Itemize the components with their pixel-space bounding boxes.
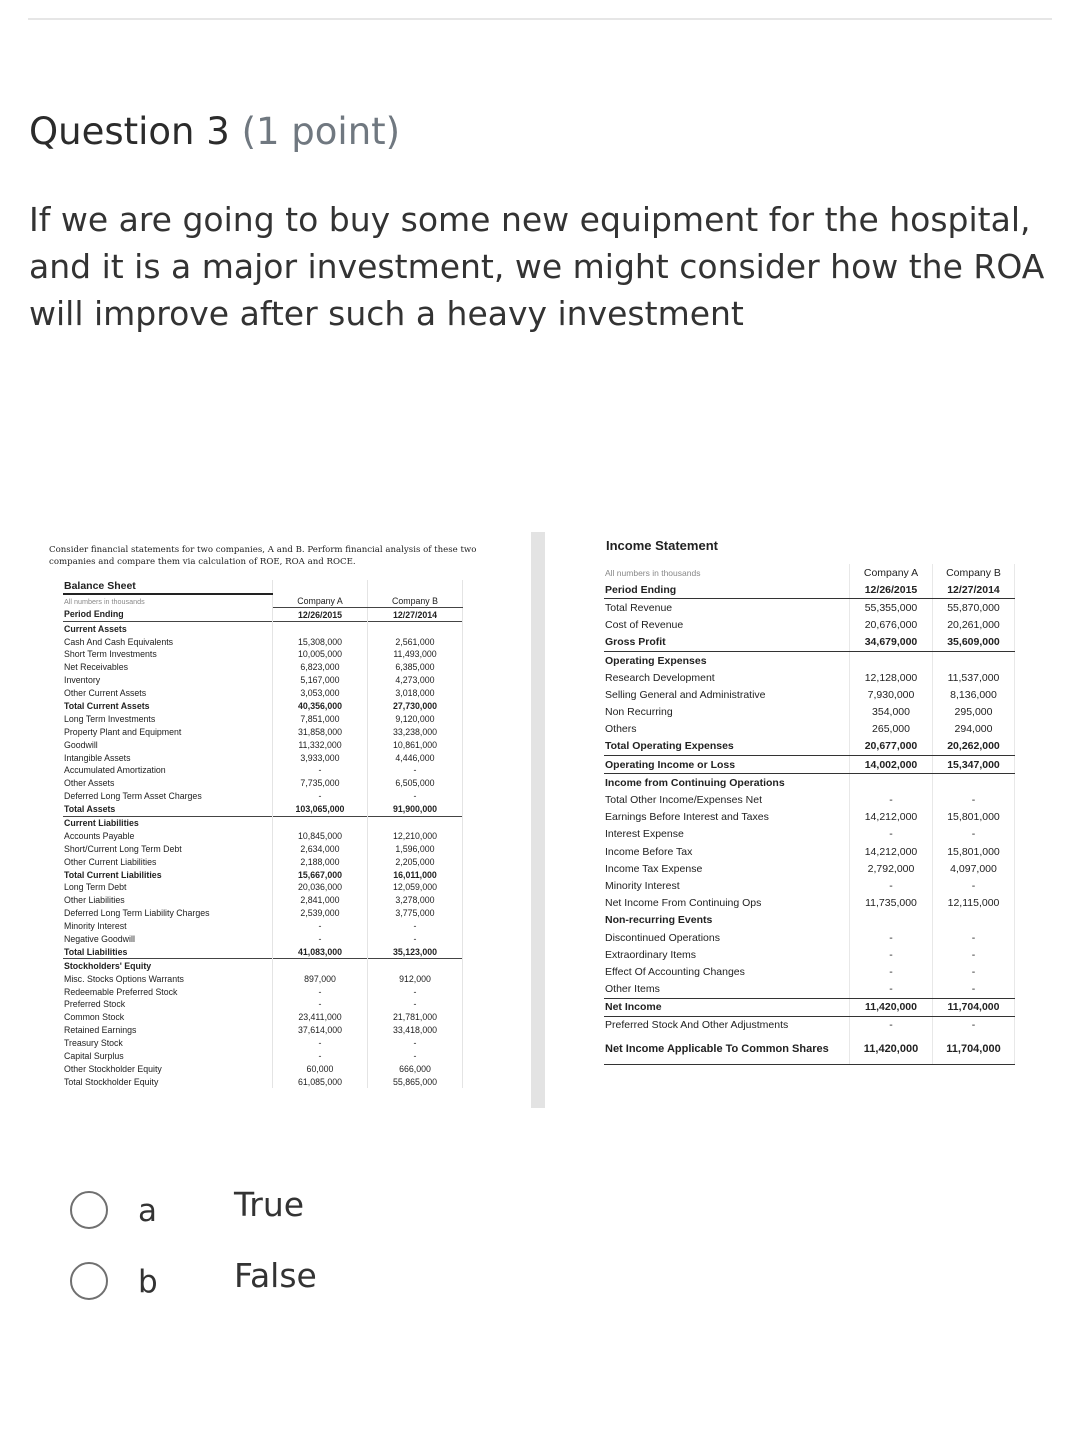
balance-sheet-label: Other Assets — [63, 777, 273, 790]
income-statement-label: Research Development — [604, 669, 850, 686]
balance-sheet-label: Misc. Stocks Options Warrants — [63, 972, 273, 985]
balance-sheet-label: Capital Surplus — [63, 1050, 273, 1063]
income-statement-label: Net Income From Continuing Ops — [604, 895, 850, 912]
balance-sheet-label: Other Current Assets — [63, 687, 273, 700]
balance-sheet-company-a: 40,356,000 — [273, 700, 368, 713]
balance-sheet-label: Minority Interest — [63, 920, 273, 933]
balance-sheet-company-b: 12,210,000 — [368, 829, 463, 842]
balance-sheet-company-b: 6,505,000 — [368, 777, 463, 790]
balance-sheet-company-a: 10,845,000 — [273, 829, 368, 842]
income-statement-label: Preferred Stock And Other Adjustments — [604, 1016, 850, 1034]
income-statement-company-a: 11,420,000 — [850, 998, 933, 1016]
income-statement-label: Net Income — [604, 998, 850, 1016]
option-a[interactable] — [70, 1185, 470, 1233]
balance-sheet-company-b: - — [368, 790, 463, 803]
income-statement-company-b: - — [933, 929, 1015, 946]
income-statement-row — [604, 774, 1015, 792]
income-statement-label: Interest Expense — [604, 826, 850, 843]
income-statement-label: Period Ending — [604, 581, 850, 599]
income-statement-company-b — [933, 651, 1015, 669]
balance-sheet-label: Accumulated Amortization — [63, 764, 273, 777]
income-statement-company-b: - — [933, 946, 1015, 963]
balance-sheet-col-b: Company B — [368, 594, 463, 608]
income-statement-company-a: 12/26/2015 — [850, 581, 933, 599]
balance-sheet-label: Current Assets — [63, 622, 273, 635]
balance-sheet-label: Long Term Debt — [63, 881, 273, 894]
income-statement-company-b: 55,870,000 — [933, 599, 1015, 617]
balance-sheet-company-b: - — [368, 764, 463, 777]
income-statement-label: Effect Of Accounting Changes — [604, 963, 850, 980]
balance-sheet-label: Negative Goodwill — [63, 933, 273, 946]
income-statement-company-a: 11,420,000 — [850, 1034, 933, 1065]
balance-sheet-company-a: - — [273, 1037, 368, 1050]
balance-sheet-row — [63, 1037, 463, 1050]
balance-sheet-row — [63, 622, 463, 635]
balance-sheet-row — [63, 894, 463, 907]
balance-sheet-row — [63, 1050, 463, 1063]
balance-sheet-company-b: 6,385,000 — [368, 661, 463, 674]
balance-sheet-table — [63, 580, 463, 1088]
income-statement-company-a: 20,676,000 — [850, 617, 933, 634]
balance-sheet-label: Other Current Liabilities — [63, 855, 273, 868]
balance-sheet-company-b — [368, 816, 463, 829]
balance-sheet-row — [63, 829, 463, 842]
balance-sheet-label: Property Plant and Equipment — [63, 725, 273, 738]
balance-sheet-row — [63, 1062, 463, 1075]
balance-sheet-label: Preferred Stock — [63, 998, 273, 1011]
income-statement-label: Non Recurring — [604, 704, 850, 721]
balance-sheet-company-b: 1,596,000 — [368, 842, 463, 855]
balance-sheet-label: Other Stockholder Equity — [63, 1062, 273, 1075]
balance-sheet-company-a: - — [273, 933, 368, 946]
income-statement-row — [604, 809, 1015, 826]
balance-sheet-company-a: - — [273, 998, 368, 1011]
balance-sheet-company-b: 3,018,000 — [368, 687, 463, 700]
financial-statements-image — [40, 528, 1020, 1108]
balance-sheet-label: Intangible Assets — [63, 751, 273, 764]
balance-sheet-label: Cash And Cash Equivalents — [63, 635, 273, 648]
balance-sheet-company-a: 2,841,000 — [273, 894, 368, 907]
balance-sheet-row — [63, 1075, 463, 1088]
income-statement-company-a: 7,930,000 — [850, 686, 933, 703]
income-statement-company-b — [933, 774, 1015, 792]
income-statement-company-b: 12/27/2014 — [933, 581, 1015, 599]
balance-sheet-label: Other Liabilities — [63, 894, 273, 907]
income-statement-row — [604, 617, 1015, 634]
balance-sheet-company-a: 41,083,000 — [273, 945, 368, 958]
balance-sheet-row — [63, 777, 463, 790]
income-statement-row — [604, 669, 1015, 686]
balance-sheet-label: Long Term Investments — [63, 712, 273, 725]
balance-sheet-label: Deferred Long Term Asset Charges — [63, 790, 273, 803]
balance-sheet-company-b: - — [368, 998, 463, 1011]
balance-sheet-label: Total Assets — [63, 803, 273, 816]
question-title — [29, 110, 400, 153]
income-statement-company-a: 34,679,000 — [850, 634, 933, 652]
balance-sheet-row — [63, 868, 463, 881]
balance-sheet-company-b: 10,861,000 — [368, 738, 463, 751]
option-b[interactable] — [70, 1256, 470, 1304]
balance-sheet-row — [63, 945, 463, 958]
balance-sheet-company-a: 3,933,000 — [273, 751, 368, 764]
income-statement-row — [604, 963, 1015, 980]
balance-sheet-company-a: 897,000 — [273, 972, 368, 985]
income-statement-company-b: - — [933, 981, 1015, 999]
balance-sheet-row — [63, 842, 463, 855]
income-statement-company-b: 295,000 — [933, 704, 1015, 721]
balance-sheet-company-b: - — [368, 933, 463, 946]
balance-sheet-company-b: 35,123,000 — [368, 945, 463, 958]
income-statement-label: Total Revenue — [604, 599, 850, 617]
balance-sheet-company-b: 12/27/2014 — [368, 608, 463, 622]
income-statement-row — [604, 826, 1015, 843]
income-statement-company-b: 15,347,000 — [933, 756, 1015, 774]
income-statement-label: Minority Interest — [604, 877, 850, 894]
balance-sheet-company-b: 3,775,000 — [368, 907, 463, 920]
income-statement-company-a: 11,735,000 — [850, 895, 933, 912]
balance-sheet-company-b: 9,120,000 — [368, 712, 463, 725]
balance-sheet-heading-row — [63, 580, 463, 594]
balance-sheet-label: Deferred Long Term Liability Charges — [63, 907, 273, 920]
balance-sheet-label: Total Stockholder Equity — [63, 1075, 273, 1088]
income-statement-label: Operating Expenses — [604, 651, 850, 669]
income-statement-label: Others — [604, 721, 850, 738]
balance-sheet-company-b: 33,418,000 — [368, 1024, 463, 1037]
balance-sheet-company-a: 60,000 — [273, 1062, 368, 1075]
balance-sheet-company-a: 3,053,000 — [273, 687, 368, 700]
balance-sheet-company-b: 16,011,000 — [368, 868, 463, 881]
balance-sheet-company-a: 2,539,000 — [273, 907, 368, 920]
balance-sheet-company-a — [273, 959, 368, 972]
income-statement-company-a: - — [850, 826, 933, 843]
income-statement-row — [604, 721, 1015, 738]
balance-sheet-company-a: 15,667,000 — [273, 868, 368, 881]
income-statement-company-a: - — [850, 981, 933, 999]
balance-sheet-company-b: 91,900,000 — [368, 803, 463, 816]
income-statement-label: Selling General and Administrative — [604, 686, 850, 703]
income-statement-company-b: 20,261,000 — [933, 617, 1015, 634]
balance-sheet-company-a: 12/26/2015 — [273, 608, 368, 622]
balance-sheet-company-b: 55,865,000 — [368, 1075, 463, 1088]
balance-sheet-company-a: - — [273, 985, 368, 998]
income-statement-company-a: 14,002,000 — [850, 756, 933, 774]
income-statement-company-a: 2,792,000 — [850, 860, 933, 877]
income-statement-row — [604, 686, 1015, 703]
balance-sheet-company-b: - — [368, 920, 463, 933]
income-statement-company-b: 4,097,000 — [933, 860, 1015, 877]
balance-sheet-label: Redeemable Preferred Stock — [63, 985, 273, 998]
income-statement-company-a — [850, 912, 933, 929]
income-statement-label: Total Other Income/Expenses Net — [604, 791, 850, 808]
balance-sheet-row — [63, 725, 463, 738]
balance-sheet-company-b: 4,446,000 — [368, 751, 463, 764]
option-a-radio[interactable] — [70, 1191, 108, 1229]
question-points: (1 point) — [241, 110, 401, 153]
balance-sheet-label: Common Stock — [63, 1011, 273, 1024]
option-b-letter: b — [138, 1264, 158, 1300]
balance-sheet-company-b: 12,059,000 — [368, 881, 463, 894]
balance-sheet-row — [63, 764, 463, 777]
balance-sheet-company-a: 7,851,000 — [273, 712, 368, 725]
income-statement-company-a: 20,677,000 — [850, 738, 933, 756]
balance-sheet-row — [63, 985, 463, 998]
income-statement-company-b: 20,262,000 — [933, 738, 1015, 756]
balance-sheet-row — [63, 920, 463, 933]
balance-sheet-company-b: 27,730,000 — [368, 700, 463, 713]
top-divider — [28, 18, 1052, 20]
balance-sheet-row — [63, 635, 463, 648]
balance-sheet-company-a: 10,005,000 — [273, 648, 368, 661]
income-statement-row — [604, 704, 1015, 721]
income-statement-company-a: - — [850, 1016, 933, 1034]
balance-sheet-col-a: Company A — [273, 594, 368, 608]
income-statement-company-a — [850, 774, 933, 792]
balance-sheet-row — [63, 661, 463, 674]
income-statement-label: Extraordinary Items — [604, 946, 850, 963]
income-statement-label: Earnings Before Interest and Taxes — [604, 809, 850, 826]
income-statement-company-b: 294,000 — [933, 721, 1015, 738]
balance-sheet-row — [63, 972, 463, 985]
income-statement-columns-row — [604, 564, 1015, 581]
income-statement-col-b: Company B — [933, 564, 1015, 581]
balance-sheet-company-a: - — [273, 920, 368, 933]
option-b-label[interactable]: False — [234, 1256, 317, 1295]
balance-sheet-row — [63, 790, 463, 803]
balance-sheet-note: All numbers in thousands — [63, 594, 273, 608]
income-statement-label: Gross Profit — [604, 634, 850, 652]
balance-sheet-company-a: - — [273, 1050, 368, 1063]
balance-sheet-company-a: 2,188,000 — [273, 855, 368, 868]
income-statement-label: Income Tax Expense — [604, 860, 850, 877]
income-statement-row — [604, 912, 1015, 929]
balance-sheet-company-a: - — [273, 790, 368, 803]
balance-sheet-row — [63, 751, 463, 764]
balance-sheet-row — [63, 608, 463, 622]
balance-sheet-row — [63, 674, 463, 687]
balance-sheet-company-b: - — [368, 1037, 463, 1050]
income-statement-row — [604, 929, 1015, 946]
income-statement-company-b: 12,115,000 — [933, 895, 1015, 912]
balance-sheet-label: Inventory — [63, 674, 273, 687]
income-statement-company-b: 11,704,000 — [933, 1034, 1015, 1065]
income-statement-company-a: - — [850, 877, 933, 894]
balance-sheet-label: Current Liabilities — [63, 816, 273, 829]
balance-sheet-row — [63, 687, 463, 700]
income-statement-label: Income from Continuing Operations — [604, 774, 850, 792]
income-statement-row — [604, 1016, 1015, 1034]
income-statement-row — [604, 756, 1015, 774]
balance-sheet-label: Total Current Assets — [63, 700, 273, 713]
balance-sheet-company-a: 11,332,000 — [273, 738, 368, 751]
income-statement-company-b: 8,136,000 — [933, 686, 1015, 703]
balance-sheet-company-a: 37,614,000 — [273, 1024, 368, 1037]
balance-sheet-label: Retained Earnings — [63, 1024, 273, 1037]
option-b-radio[interactable] — [70, 1262, 108, 1300]
option-a-letter: a — [138, 1193, 157, 1229]
income-statement-label: Discontinued Operations — [604, 929, 850, 946]
income-statement-company-a: 354,000 — [850, 704, 933, 721]
income-statement-label: Operating Income or Loss — [604, 756, 850, 774]
balance-sheet-company-a: 2,634,000 — [273, 842, 368, 855]
income-statement-company-b: - — [933, 1016, 1015, 1034]
balance-sheet-row — [63, 700, 463, 713]
income-statement-row — [604, 581, 1015, 599]
income-statement-company-a: 14,212,000 — [850, 843, 933, 860]
income-statement-heading: Income Statement — [606, 538, 718, 553]
income-statement-company-b: - — [933, 963, 1015, 980]
balance-sheet-row — [63, 881, 463, 894]
balance-sheet-company-b: - — [368, 1050, 463, 1063]
balance-sheet-company-b: 2,205,000 — [368, 855, 463, 868]
balance-sheet-label: Total Current Liabilities — [63, 868, 273, 881]
income-statement-row — [604, 791, 1015, 808]
income-statement-label: Total Operating Expenses — [604, 738, 850, 756]
income-statement-company-a: - — [850, 946, 933, 963]
income-statement-company-b: 35,609,000 — [933, 634, 1015, 652]
income-statement-note: All numbers in thousands — [604, 564, 850, 581]
income-statement-company-b: 15,801,000 — [933, 809, 1015, 826]
balance-sheet-label: Goodwill — [63, 738, 273, 751]
balance-sheet-label: Short/Current Long Term Debt — [63, 842, 273, 855]
income-statement-company-b: 11,537,000 — [933, 669, 1015, 686]
income-statement-company-a: - — [850, 791, 933, 808]
balance-sheet-row — [63, 1024, 463, 1037]
income-statement-company-a: 14,212,000 — [850, 809, 933, 826]
income-statement-label: Income Before Tax — [604, 843, 850, 860]
income-statement-row — [604, 998, 1015, 1016]
balance-sheet-label: Short Term Investments — [63, 648, 273, 661]
income-statement-company-b: 11,704,000 — [933, 998, 1015, 1016]
income-statement-row — [604, 877, 1015, 894]
balance-sheet-row — [63, 816, 463, 829]
income-statement-company-a: 12,128,000 — [850, 669, 933, 686]
balance-sheet-company-b: - — [368, 985, 463, 998]
balance-sheet-row — [63, 959, 463, 972]
balance-sheet-row — [63, 998, 463, 1011]
income-statement-company-a: - — [850, 963, 933, 980]
balance-sheet-company-a: 31,858,000 — [273, 725, 368, 738]
balance-sheet-label: Period Ending — [63, 608, 273, 622]
option-a-label[interactable]: True — [234, 1185, 305, 1224]
income-statement-row — [604, 981, 1015, 999]
income-statement-company-a — [850, 651, 933, 669]
income-statement-row — [604, 738, 1015, 756]
balance-sheet-company-a: 5,167,000 — [273, 674, 368, 687]
balance-sheet-company-a: - — [273, 764, 368, 777]
balance-sheet-company-b — [368, 959, 463, 972]
balance-sheet-company-a: 6,823,000 — [273, 661, 368, 674]
balance-sheet-company-b: 33,238,000 — [368, 725, 463, 738]
income-statement-row — [604, 843, 1015, 860]
balance-sheet-label: Accounts Payable — [63, 829, 273, 842]
income-statement-company-b: - — [933, 791, 1015, 808]
balance-sheet-company-b — [368, 622, 463, 635]
balance-sheet-company-a — [273, 816, 368, 829]
balance-sheet-company-b: 3,278,000 — [368, 894, 463, 907]
income-statement-row — [604, 946, 1015, 963]
balance-sheet-company-a: 20,036,000 — [273, 881, 368, 894]
balance-sheet-company-b: 4,273,000 — [368, 674, 463, 687]
income-statement-row — [604, 599, 1015, 617]
income-statement-label: Other Items — [604, 981, 850, 999]
question-number: Question 3 — [29, 110, 230, 153]
balance-sheet-company-b: 666,000 — [368, 1062, 463, 1075]
balance-sheet-label: Total Liabilities — [63, 945, 273, 958]
balance-sheet-row — [63, 933, 463, 946]
image-divider — [531, 532, 545, 1108]
income-statement-company-b: - — [933, 826, 1015, 843]
income-statement-table — [604, 564, 1015, 1065]
balance-sheet-intro: Consider financial statements for two companies, A and B. Perform financial analysis of these two companies and compare them via calculation of ROE, ROA and ROCE. — [49, 545, 477, 567]
balance-sheet-company-b: 11,493,000 — [368, 648, 463, 661]
income-statement-label: Net Income Applicable To Common Shares — [604, 1034, 850, 1065]
income-statement-row — [604, 895, 1015, 912]
income-statement-row — [604, 1034, 1015, 1065]
balance-sheet-company-a: 7,735,000 — [273, 777, 368, 790]
balance-sheet-company-b: 912,000 — [368, 972, 463, 985]
income-statement-row — [604, 860, 1015, 877]
balance-sheet-row — [63, 712, 463, 725]
balance-sheet-row — [63, 855, 463, 868]
balance-sheet-company-b: 21,781,000 — [368, 1011, 463, 1024]
balance-sheet-row — [63, 648, 463, 661]
income-statement-company-b: - — [933, 877, 1015, 894]
income-statement-company-a: - — [850, 929, 933, 946]
balance-sheet-columns-row — [63, 594, 463, 608]
income-statement-label: Cost of Revenue — [604, 617, 850, 634]
balance-sheet-company-a — [273, 622, 368, 635]
balance-sheet-label: Treasury Stock — [63, 1037, 273, 1050]
balance-sheet-label: Net Receivables — [63, 661, 273, 674]
balance-sheet-label: Stockholders' Equity — [63, 959, 273, 972]
balance-sheet-row — [63, 907, 463, 920]
balance-sheet-company-a: 61,085,000 — [273, 1075, 368, 1088]
balance-sheet-company-a: 23,411,000 — [273, 1011, 368, 1024]
income-statement-label: Non-recurring Events — [604, 912, 850, 929]
question-text: If we are going to buy some new equipment for the hospital, and it is a major investment, we might consider how the ROA will improve after such a heavy investment — [29, 200, 1045, 333]
balance-sheet-company-a: 103,065,000 — [273, 803, 368, 816]
balance-sheet-heading: Balance Sheet — [63, 580, 273, 594]
balance-sheet-company-b: 2,561,000 — [368, 635, 463, 648]
balance-sheet-row — [63, 1011, 463, 1024]
balance-sheet-company-a: 15,308,000 — [273, 635, 368, 648]
income-statement-company-a: 265,000 — [850, 721, 933, 738]
income-statement-row — [604, 651, 1015, 669]
balance-sheet-row — [63, 738, 463, 751]
income-statement-col-a: Company A — [850, 564, 933, 581]
income-statement-company-b — [933, 912, 1015, 929]
balance-sheet-row — [63, 803, 463, 816]
income-statement-row — [604, 634, 1015, 652]
income-statement-company-b: 15,801,000 — [933, 843, 1015, 860]
income-statement-company-a: 55,355,000 — [850, 599, 933, 617]
